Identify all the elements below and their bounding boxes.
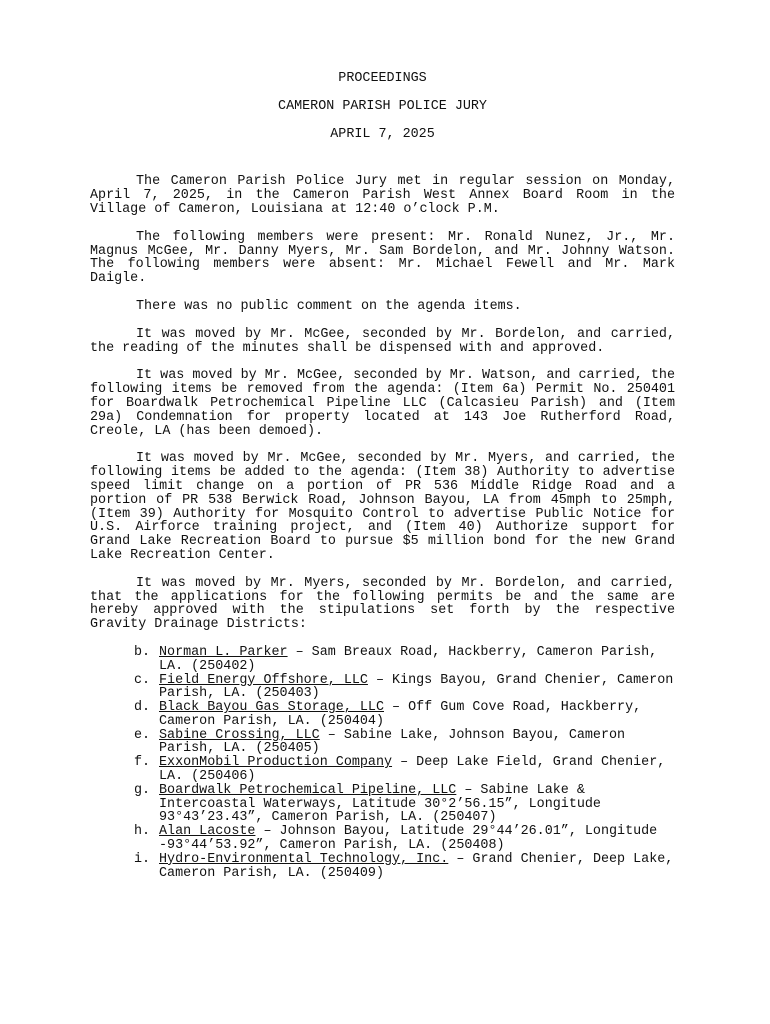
permit-applicant-name: Norman L. Parker bbox=[159, 644, 288, 660]
list-item-letter: b. bbox=[134, 644, 151, 660]
document-header bbox=[90, 72, 675, 141]
list-item-letter: d. bbox=[134, 700, 151, 716]
document-page bbox=[90, 72, 675, 880]
permit-list bbox=[90, 646, 675, 881]
paragraph-session: The Cameron Parish Police Jury met in regular session on Monday, April 7, 2025, in the Cameron Parish West Annex Board Room in the Village of Cameron, Louisiana at 12:40 o’clock P.M. bbox=[90, 174, 675, 217]
permit-detail: – Sam Breaux Road, Hackberry, Cameron Parish, LA. (250402) bbox=[159, 644, 658, 674]
permit-applicant-name: Alan Lacoste bbox=[159, 824, 256, 840]
paragraph-minutes-motion: It was moved by Mr. McGee, seconded by Mr. Bordelon, and carried, the reading of the minutes shall be dispensed with and approved. bbox=[90, 326, 675, 356]
permit-detail: – Sabine Lake, Johnson Bayou, Cameron Parish, LA. (250405) bbox=[159, 727, 626, 757]
list-item bbox=[90, 646, 675, 674]
permit-applicant-name: Black Bayou Gas Storage, LLC bbox=[159, 700, 384, 716]
permit-detail: – Johnson Bayou, Latitude 29°44’26.01”, Longitude -93°44’53.92”, Cameron Parish, LA. (250408) bbox=[159, 824, 658, 854]
list-item bbox=[90, 853, 675, 881]
list-item bbox=[90, 674, 675, 702]
permit-detail: – Kings Bayou, Grand Chenier, Cameron Parish, LA. (250403) bbox=[159, 672, 674, 702]
list-item-letter: g. bbox=[134, 782, 151, 798]
permit-detail: – Grand Chenier, Deep Lake, Cameron Parish, LA. (250409) bbox=[159, 851, 674, 881]
permit-applicant-name: ExxonMobil Production Company bbox=[159, 755, 393, 771]
list-item bbox=[90, 756, 675, 784]
paragraph-attendance: The following members were present: Mr. Ronald Nunez, Jr., Mr. Magnus McGee, Mr. Danny Myers, Mr. Sam Bordelon, and Mr. Johnny Watson. The following members were absent: Mr. Michael Fewell and Mr. Mark Daigle. bbox=[90, 229, 675, 287]
meeting-date: APRIL 7, 2025 bbox=[330, 126, 435, 142]
permit-detail: – Sabine Lake & Intercoastal Waterways, Latitude 30°2’56.15”, Longitude 93°43’23.43”, Cameron Parish, LA. (250407) bbox=[159, 782, 601, 826]
permit-applicant-name: Boardwalk Petrochemical Pipeline, LLC bbox=[159, 782, 457, 798]
paragraph-permits-motion: It was moved by Mr. Myers, seconded by Mr. Bordelon, and carried, that the applications for the following permits be and the same are hereby approved with the stipulations set forth by the respective Gravity Drainage Districts: bbox=[90, 575, 675, 633]
list-item-letter: c. bbox=[134, 672, 151, 688]
list-item bbox=[90, 825, 675, 853]
paragraph-public-comment: There was no public comment on the agenda items. bbox=[136, 298, 522, 314]
permit-applicant-name: Hydro-Environmental Technology, Inc. bbox=[159, 851, 449, 867]
paragraph-items-removed: It was moved by Mr. McGee, seconded by Mr. Watson, and carried, the following items be removed from the agenda: (Item 6a) Permit No. 250401 for Boardwalk Petrochemical Pipeline LLC (Calcasieu Parish) and (Item 29a) Condemnation for property located at 143 Joe Rutherford Road, Creole, LA (has been demoed). bbox=[90, 368, 675, 439]
list-item bbox=[90, 701, 675, 729]
paragraph-items-added: It was moved by Mr. McGee, seconded by Mr. Myers, and carried, the following items be added to the agenda: (Item 38) Authority to advertise speed limit change on a portion of PR 536 Middle Ridge Road and a portion of PR 538 Berwick Road, Johnson Bayou, LA from 45mph to 25mph, (Item 39) Authority for Mosquito Control to advertise Public Notice for U.S. Airforce training project, and (Item 40) Authorize support for Grand Lake Recreation Board to pursue $5 million bond for the new Grand Lake Recreation Center. bbox=[90, 451, 675, 563]
permit-applicant-name: Sabine Crossing, LLC bbox=[159, 727, 320, 743]
list-item-letter: f. bbox=[134, 755, 151, 771]
document-title: PROCEEDINGS bbox=[338, 71, 427, 86]
permit-detail: – Off Gum Cove Road, Hackberry, Cameron Parish, LA. (250404) bbox=[159, 700, 642, 729]
minutes-body bbox=[90, 175, 675, 632]
organization-name: CAMERON PARISH POLICE JURY bbox=[278, 98, 487, 114]
list-item bbox=[90, 729, 675, 757]
list-item bbox=[90, 784, 675, 825]
list-item-letter: i. bbox=[134, 851, 151, 867]
list-item-letter: e. bbox=[134, 727, 151, 743]
permit-detail: – Deep Lake Field, Grand Chenier, LA. (250406) bbox=[159, 755, 666, 785]
list-item-letter: h. bbox=[134, 824, 151, 840]
permit-applicant-name: Field Energy Offshore, LLC bbox=[159, 672, 368, 688]
